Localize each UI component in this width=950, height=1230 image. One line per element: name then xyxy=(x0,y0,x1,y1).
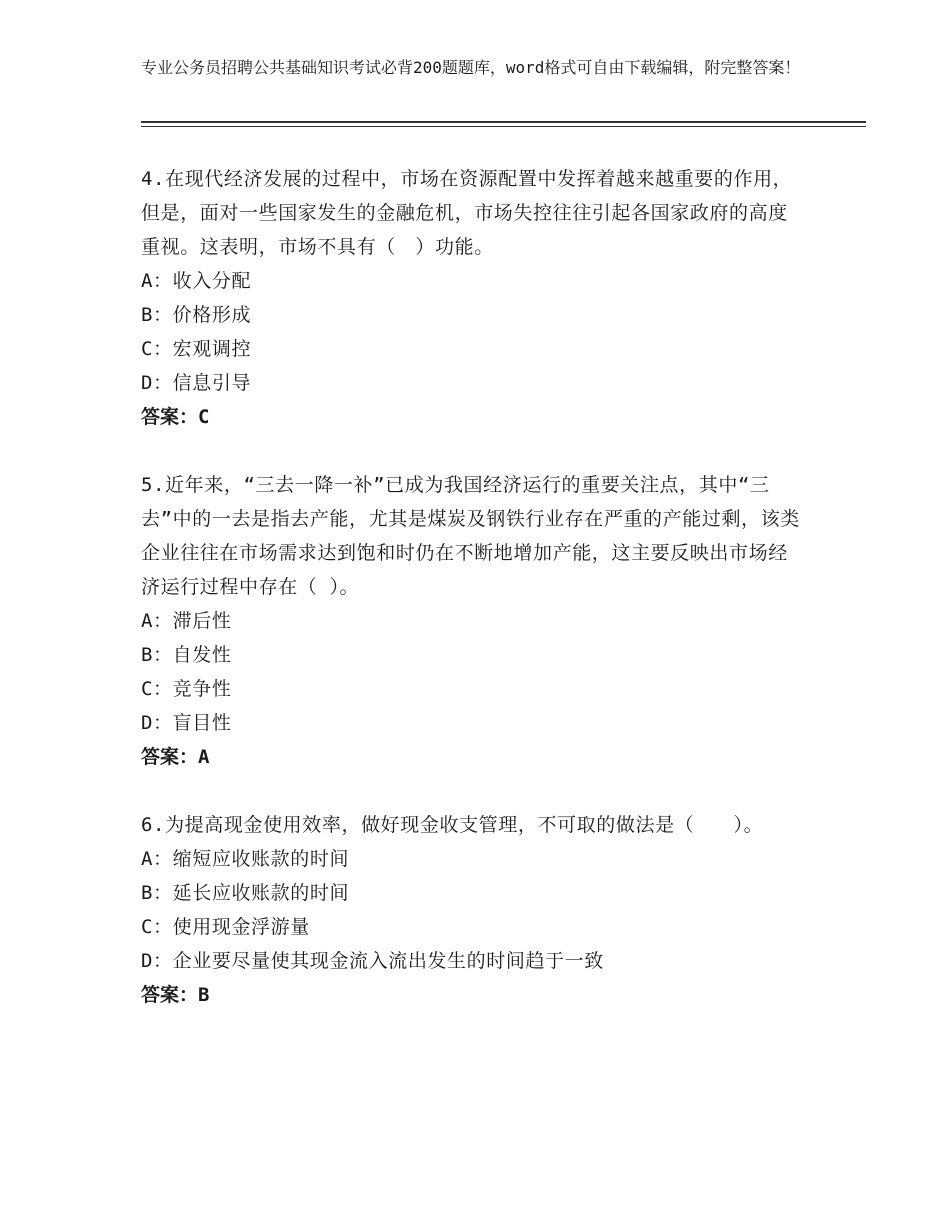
question-stem: 4.在现代经济发展的过程中，市场在资源配置中发挥着越来越重要的作用，但是，面对一些国家发生的金融危机，市场失控往往引起各国家政府的高度重视。这表明，市场不具有（ ）功能。 xyxy=(141,168,793,258)
option-a: A：收入分配 xyxy=(141,270,252,292)
question-4 xyxy=(141,162,801,434)
answer: 答案：A xyxy=(141,746,210,768)
page-header xyxy=(141,57,821,79)
question-6 xyxy=(141,808,801,1012)
question-5 xyxy=(141,468,801,774)
option-a: A：滞后性 xyxy=(141,610,232,632)
option-a: A：缩短应收账款的时间 xyxy=(141,848,350,870)
option-b: B：价格形成 xyxy=(141,304,252,326)
header-divider xyxy=(141,121,866,127)
header-text: 专业公务员招聘公共基础知识考试必背200题题库，word格式可自由下载编辑，附完整答案！ xyxy=(141,58,801,77)
option-b: B：自发性 xyxy=(141,644,232,666)
option-c: C：使用现金浮游量 xyxy=(141,916,310,938)
option-d: D：企业要尽量使其现金流入流出发生的时间趋于一致 xyxy=(141,950,604,972)
answer: 答案：C xyxy=(141,406,210,428)
option-c: C：竞争性 xyxy=(141,678,232,700)
question-stem: 5.近年来，“三去一降一补”已成为我国经济运行的重要关注点，其中“三去”中的一去是指去产能，尤其是煤炭及钢铁行业存在严重的产能过剩，该类企业往往在市场需求达到饱和时仍在不断地增加产能，这主要反映出市场经济运行过程中存在（ ）。 xyxy=(141,474,800,598)
option-b: B：延长应收账款的时间 xyxy=(141,882,350,904)
answer: 答案：B xyxy=(141,984,210,1006)
question-stem: 6.为提高现金使用效率，做好现金收支管理，不可取的做法是（ ）。 xyxy=(141,814,764,836)
option-d: D：盲目性 xyxy=(141,712,232,734)
option-c: C：宏观调控 xyxy=(141,338,252,360)
option-d: D：信息引导 xyxy=(141,372,252,394)
